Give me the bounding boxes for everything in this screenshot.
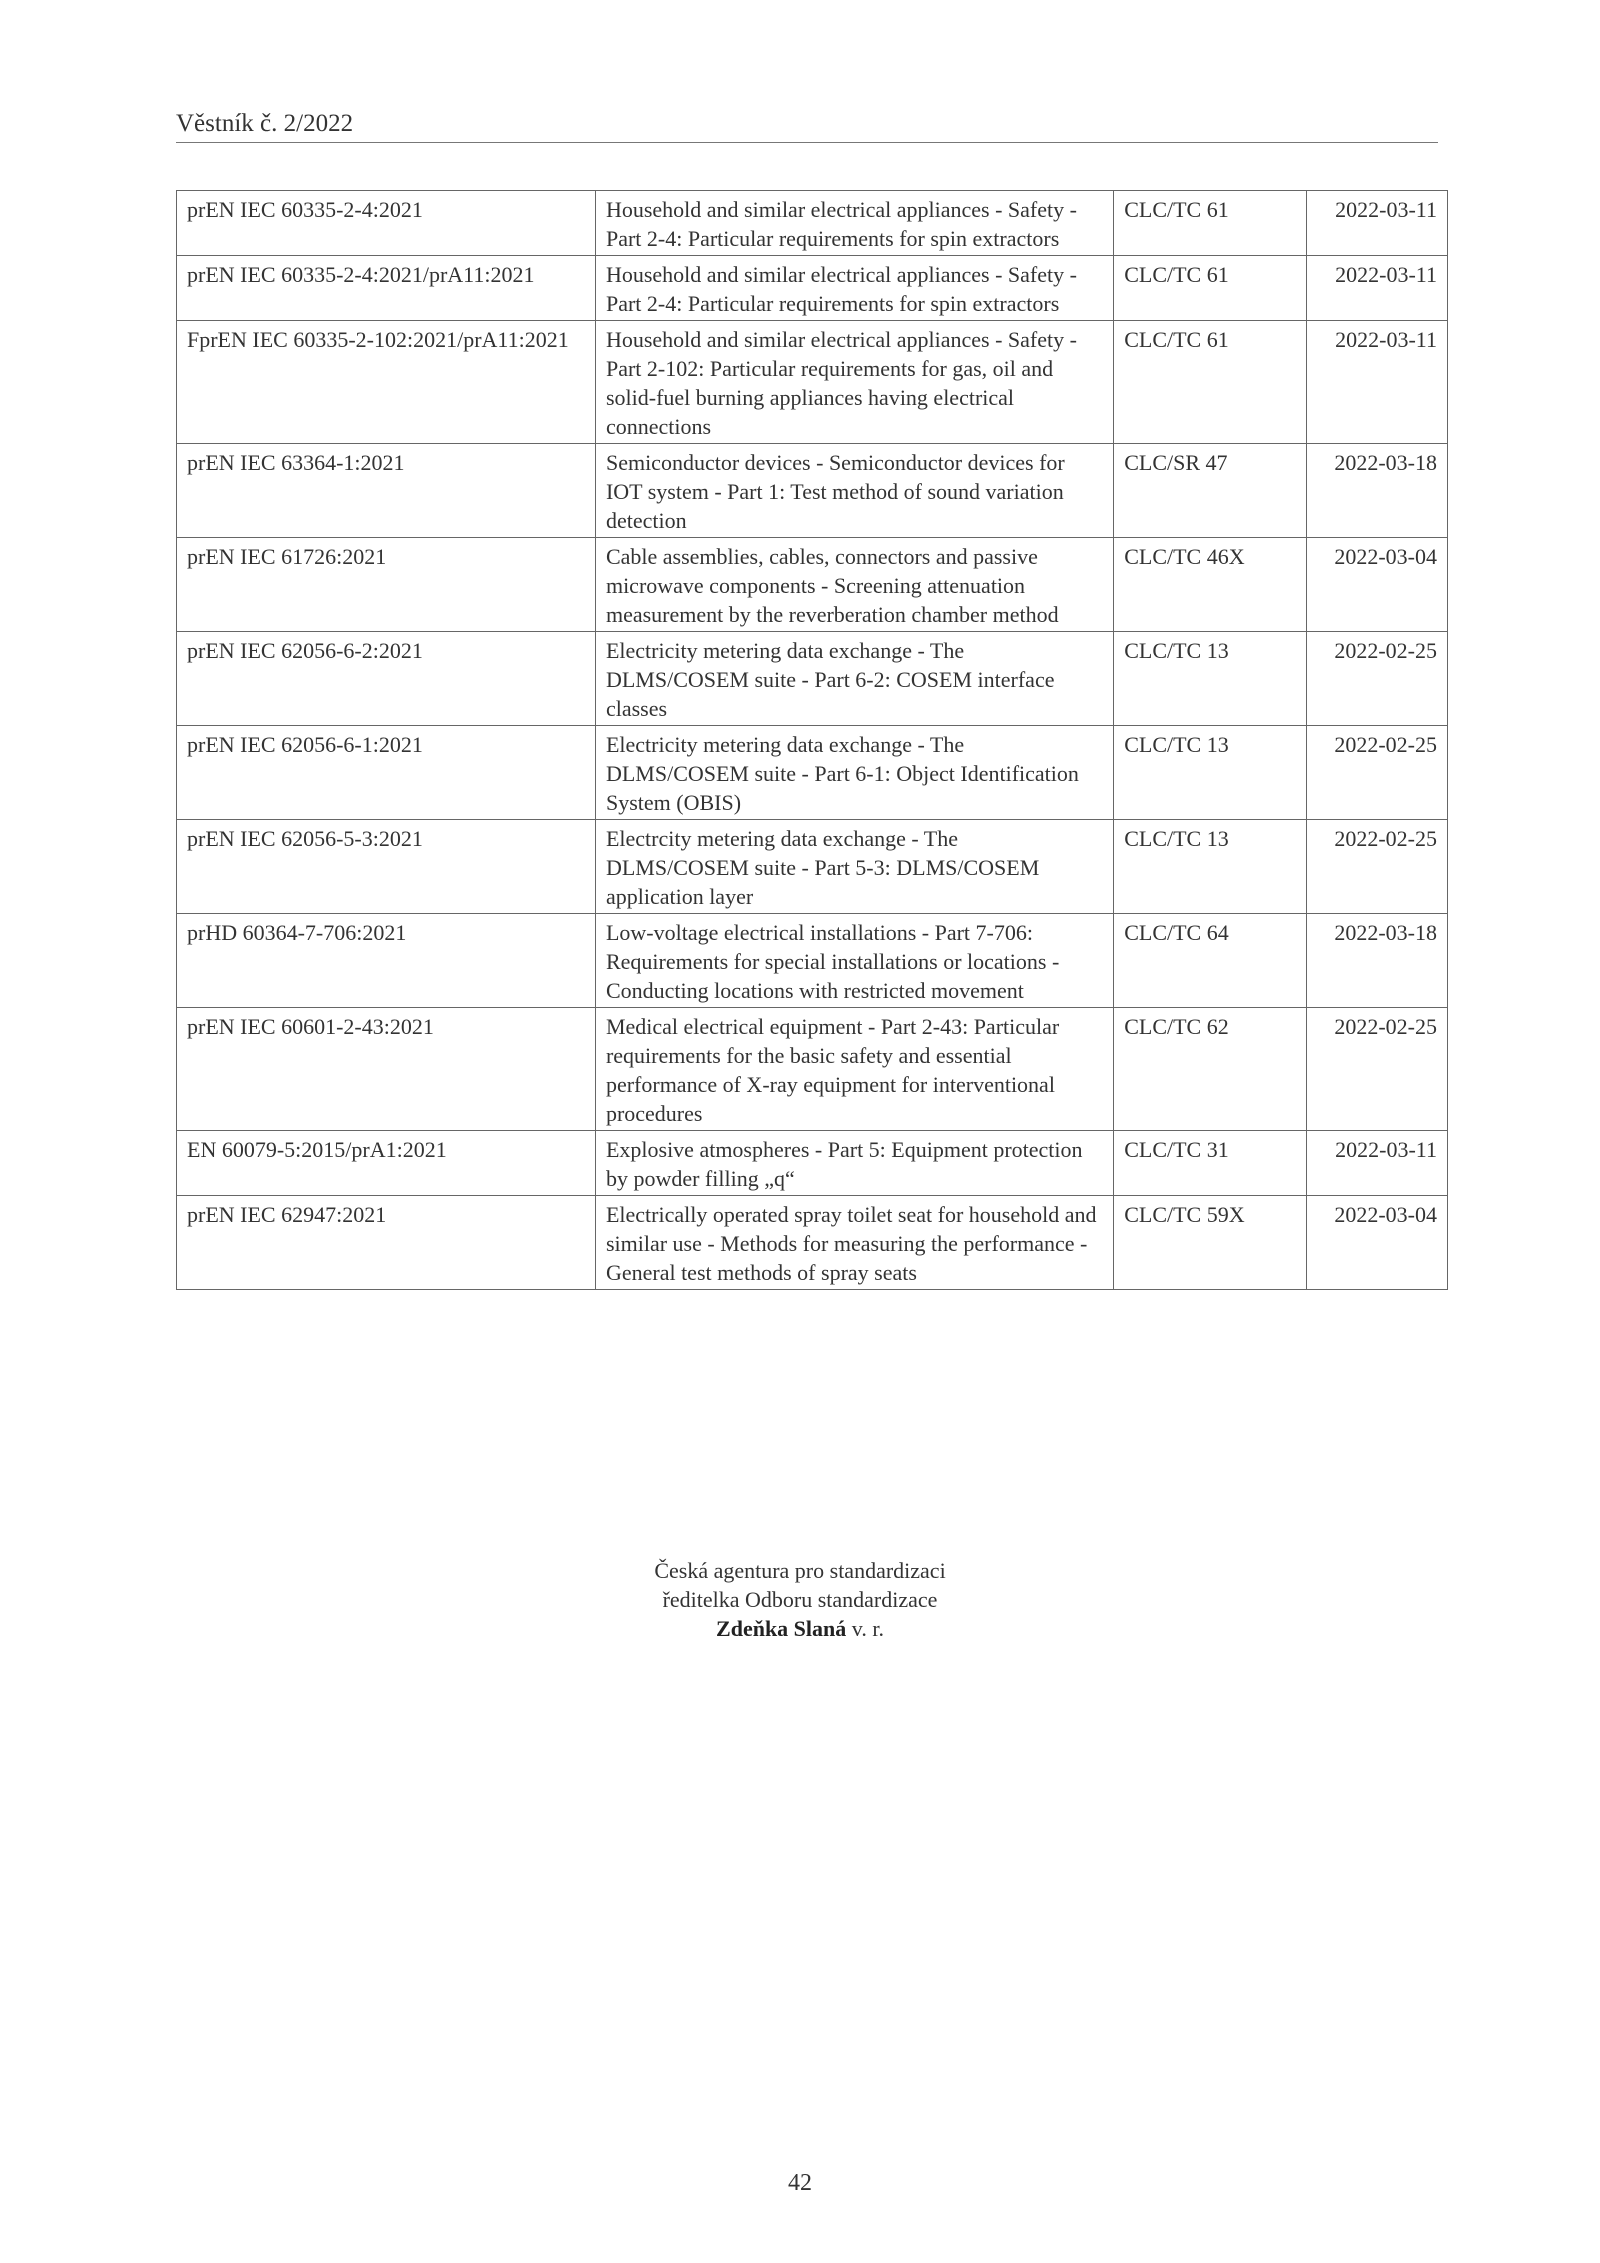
table-row <box>177 820 1448 914</box>
standard-code-cell: FprEN IEC 60335-2-102:2021/prA11:2021 <box>177 321 596 444</box>
committee-cell: CLC/TC 31 <box>1114 1131 1307 1196</box>
committee-cell: CLC/TC 46X <box>1114 538 1307 632</box>
standard-code-cell: prEN IEC 62056-6-1:2021 <box>177 726 596 820</box>
table-row <box>177 191 1448 256</box>
table-row <box>177 1131 1448 1196</box>
standard-title-cell: Household and similar electrical appliances - Safety - Part 2-102: Particular requirements for gas, oil and solid-fuel burning appliances having electrical connections <box>595 321 1113 444</box>
table-row <box>177 538 1448 632</box>
standards-table <box>176 190 1448 1290</box>
header-title: Věstník č. 2/2022 <box>176 110 354 137</box>
standard-code-cell: prEN IEC 60335-2-4:2021 <box>177 191 596 256</box>
committee-cell: CLC/TC 59X <box>1114 1196 1307 1290</box>
deadline-date-cell: 2022-03-11 <box>1307 1131 1448 1196</box>
deadline-date-cell: 2022-03-11 <box>1307 321 1448 444</box>
table-row <box>177 726 1448 820</box>
deadline-date-cell: 2022-03-11 <box>1307 256 1448 321</box>
standard-code-cell: prEN IEC 62056-5-3:2021 <box>177 820 596 914</box>
standard-code-cell: prEN IEC 62056-6-2:2021 <box>177 632 596 726</box>
standard-code-cell: prEN IEC 60335-2-4:2021/prA11:2021 <box>177 256 596 321</box>
table-row <box>177 1008 1448 1131</box>
deadline-date-cell: 2022-03-04 <box>1307 1196 1448 1290</box>
committee-cell: CLC/TC 61 <box>1114 191 1307 256</box>
signature-organization: Česká agentura pro standardizaci <box>654 1558 946 1583</box>
committee-cell: CLC/TC 62 <box>1114 1008 1307 1131</box>
standard-title-cell: Low-voltage electrical installations - Part 7-706: Requirements for special installations or locations - Conducting locations with restricted movement <box>595 914 1113 1008</box>
committee-cell: CLC/TC 64 <box>1114 914 1307 1008</box>
page-number: 42 <box>788 2170 812 2196</box>
standard-title-cell: Electricity metering data exchange - The DLMS/COSEM suite - Part 6-1: Object Identification System (OBIS) <box>595 726 1113 820</box>
table-row <box>177 632 1448 726</box>
standard-title-cell: Electrically operated spray toilet seat for household and similar use - Methods for measuring the performance - General test methods of spray seats <box>595 1196 1113 1290</box>
standards-table-body <box>177 191 1448 1290</box>
standard-code-cell: prEN IEC 62947:2021 <box>177 1196 596 1290</box>
standard-title-cell: Household and similar electrical appliances - Safety - Part 2-4: Particular requirements for spin extractors <box>595 191 1113 256</box>
deadline-date-cell: 2022-03-18 <box>1307 444 1448 538</box>
table-row <box>177 256 1448 321</box>
table-row <box>177 321 1448 444</box>
signature-block <box>0 1556 1600 1643</box>
standard-code-cell: prEN IEC 60601-2-43:2021 <box>177 1008 596 1131</box>
deadline-date-cell: 2022-03-18 <box>1307 914 1448 1008</box>
table-row <box>177 444 1448 538</box>
standard-code-cell: prHD 60364-7-706:2021 <box>177 914 596 1008</box>
signature-name-line <box>0 1614 1600 1643</box>
standard-code-cell: EN 60079-5:2015/prA1:2021 <box>177 1131 596 1196</box>
page-header <box>176 110 1438 143</box>
committee-cell: CLC/TC 61 <box>1114 321 1307 444</box>
deadline-date-cell: 2022-02-25 <box>1307 1008 1448 1131</box>
deadline-date-cell: 2022-03-04 <box>1307 538 1448 632</box>
standard-title-cell: Cable assemblies, cables, connectors and passive microwave components - Screening attenuation measurement by the reverberation chamber method <box>595 538 1113 632</box>
standard-code-cell: prEN IEC 63364-1:2021 <box>177 444 596 538</box>
standard-title-cell: Explosive atmospheres - Part 5: Equipment protection by powder filling „q“ <box>595 1131 1113 1196</box>
deadline-date-cell: 2022-03-11 <box>1307 191 1448 256</box>
signature-position: ředitelka Odboru standardizace <box>662 1587 938 1612</box>
standard-code-cell: prEN IEC 61726:2021 <box>177 538 596 632</box>
signature-name: Zdeňka Slaná <box>716 1616 847 1641</box>
committee-cell: CLC/TC 61 <box>1114 256 1307 321</box>
committee-cell: CLC/TC 13 <box>1114 820 1307 914</box>
committee-cell: CLC/TC 13 <box>1114 726 1307 820</box>
signature-suffix: v. r. <box>846 1616 884 1641</box>
standard-title-cell: Electrcity metering data exchange - The DLMS/COSEM suite - Part 5-3: DLMS/COSEM application layer <box>595 820 1113 914</box>
standard-title-cell: Electricity metering data exchange - The DLMS/COSEM suite - Part 6-2: COSEM interface classes <box>595 632 1113 726</box>
committee-cell: CLC/TC 13 <box>1114 632 1307 726</box>
deadline-date-cell: 2022-02-25 <box>1307 726 1448 820</box>
table-row <box>177 914 1448 1008</box>
committee-cell: CLC/SR 47 <box>1114 444 1307 538</box>
deadline-date-cell: 2022-02-25 <box>1307 632 1448 726</box>
standard-title-cell: Semiconductor devices - Semiconductor devices for IOT system - Part 1: Test method of sound variation detection <box>595 444 1113 538</box>
table-row <box>177 1196 1448 1290</box>
deadline-date-cell: 2022-02-25 <box>1307 820 1448 914</box>
standard-title-cell: Medical electrical equipment - Part 2-43: Particular requirements for the basic safety and essential performance of X-ray equipment for interventional procedures <box>595 1008 1113 1131</box>
standard-title-cell: Household and similar electrical appliances - Safety - Part 2-4: Particular requirements for spin extractors <box>595 256 1113 321</box>
